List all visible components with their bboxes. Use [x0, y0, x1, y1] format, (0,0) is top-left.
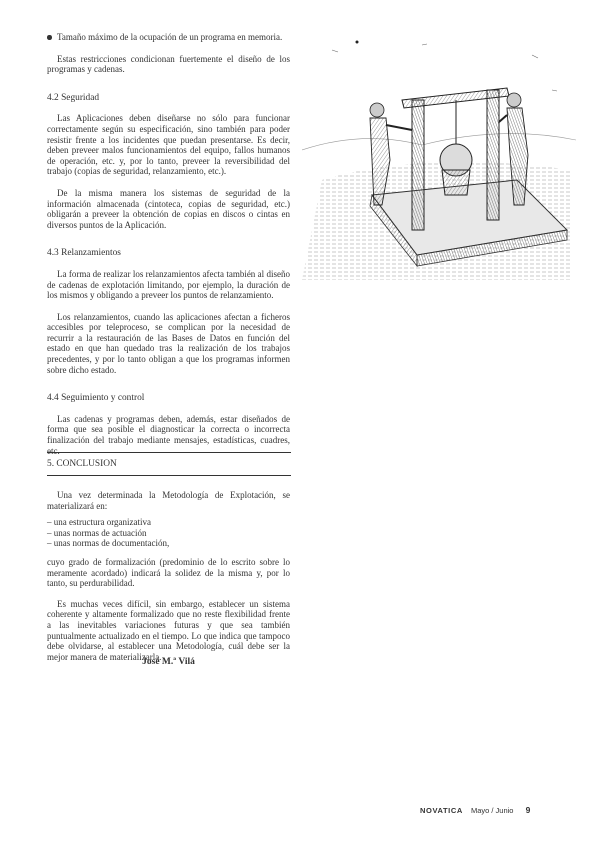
divider-top	[47, 452, 291, 453]
section-heading-4-4: 4.4 Seguimiento y control	[47, 393, 145, 404]
page-footer	[420, 805, 530, 815]
bullet-dot-icon	[47, 35, 52, 40]
text-column-top	[47, 32, 290, 456]
journal-name: NOVATICA	[420, 806, 463, 815]
paragraph: Las cadenas y programas deben, además, estar diseñados de forma que sea posible el diagnosticar la correcta o incorrecta finalización del trabajo mediante mensajes, estadísticas, cuadres, etc.	[47, 413, 290, 456]
paragraph: La forma de realizar los relanzamientos afecta también al diseño de cadenas de explotación limitando, por ejemplo, la duración de los mismos y obligando a preveer los puntos de relanzamiento.	[47, 268, 290, 301]
page-number: 9	[525, 805, 531, 815]
conclusion-heading-wrap	[47, 459, 290, 470]
list-item: – una estructura organizativa	[47, 517, 152, 528]
divider-bottom	[47, 475, 291, 476]
issue-date: Mayo / Junio	[470, 806, 514, 815]
paragraph: Las Aplicaciones deben diseñarse no sólo para funcionar correctamente según su especificación, sino también para poder resistir frente a los incidentes que puedan presentarse. Es decir, deben preveer malos funcionamientos del equipo, fallos humanos de operación, etc. y, por lo tanto, preveer la reversibilidad del trabajo (copias de seguridad, relanzamiento, etc.).	[47, 113, 290, 177]
text-column-bottom	[47, 490, 290, 662]
section-heading-4-2: 4.2 Seguridad	[47, 92, 100, 103]
paragraph: Es muchas veces difícil, sin embargo, establecer un sistema coherente y altamente formalizado que no reste flexibilidad frente a las inevitables variaciones futuras y que sea también puntualmente actualizado en el tiempo. Lo que indica que tampoco debe olvidarse, al establecer una Metodología, cuál debe ser la mejor manera de materializarla.	[47, 598, 290, 662]
section-heading-5: 5. CONCLUSION	[47, 459, 117, 469]
author-signature: José M.ª Vilá	[142, 657, 195, 667]
paragraph: Una vez determinada la Metodología de Explotación, se materializará en:	[47, 490, 290, 511]
list-item: – unas normas de actuación	[47, 527, 147, 538]
paragraph: Los relanzamientos, cuando las aplicaciones afectan a ficheros accesibles por teleproceso, se complican por la necesidad de recurrir a la restauración de las Bases de Datos en función del estado en que han quedado tras la realización de los trabajos precedentes, y por lo tanto obligan a que los programas informen sobre dicho estado.	[47, 311, 290, 375]
section-heading-4-3: 4.3 Relanzamientos	[47, 248, 121, 259]
bullet-item: Tamaño máximo de la ocupación de un programa en memoria.	[47, 32, 290, 43]
paragraph: Estas restricciones condicionan fuertemente el diseño de los programas y cadenas.	[47, 53, 290, 75]
engraving-illustration	[302, 30, 576, 280]
paragraph: De la misma manera los sistemas de seguridad de la información almacenada (cintoteca, copias de seguridad, etc.) obligarán a preveer la obtención de copias en discos o cintas en diversos puntos de la Aplicación.	[47, 187, 290, 230]
list-item: – unas normas de documentación,	[47, 538, 170, 549]
paragraph: cuyo grado de formalización (predominio de lo escrito sobre lo meramente acordado) indicará la solidez de la misma y, por lo tanto, su perdurabilidad.	[47, 556, 290, 589]
